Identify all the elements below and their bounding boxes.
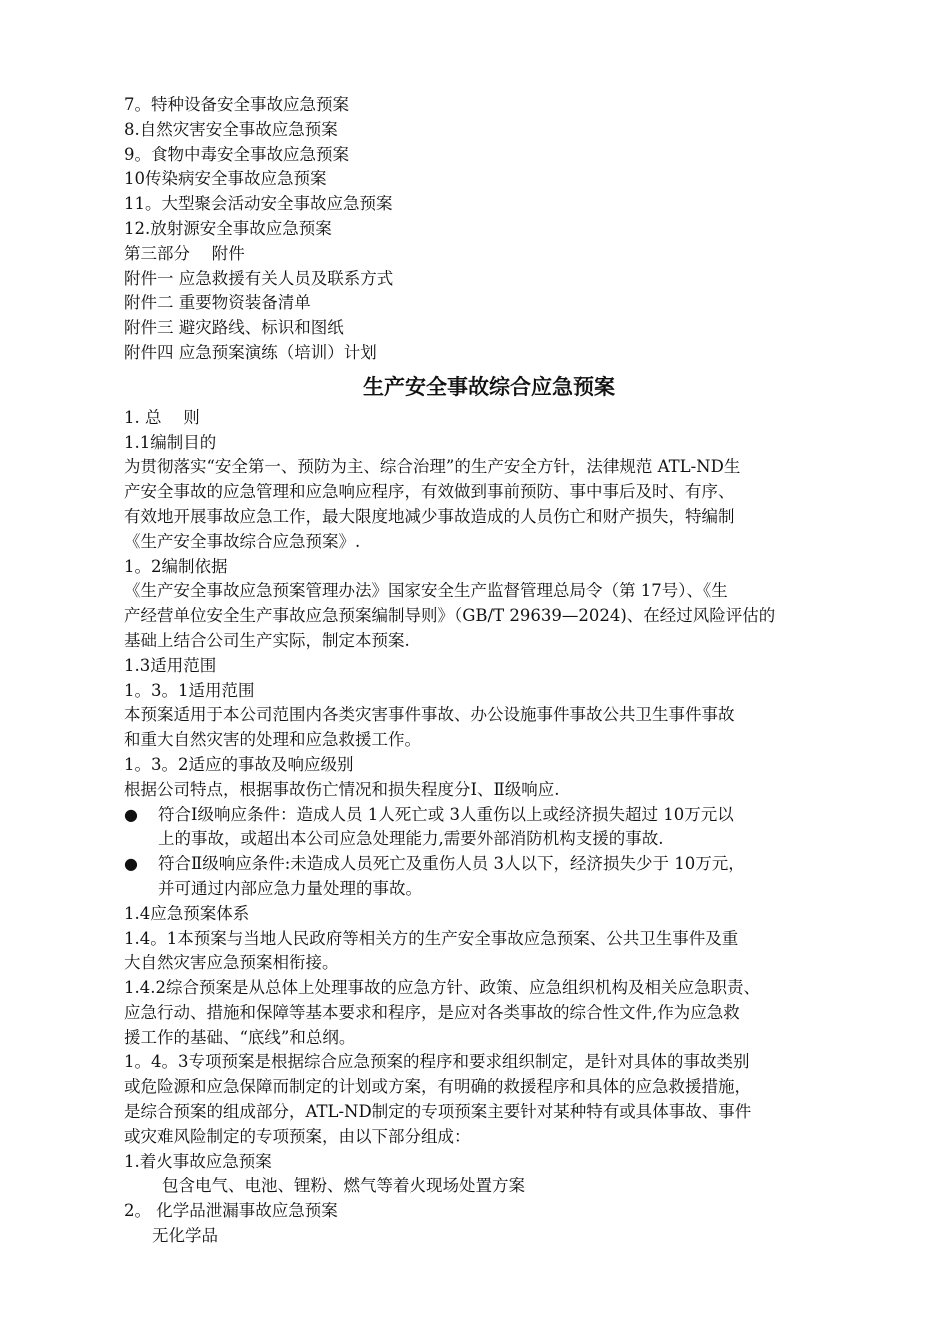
paragraph-line: 1。4。3专项预案是根据综合应急预案的程序和要求组织制定，是针对具体的事故类别 bbox=[124, 1052, 750, 1072]
paragraph-line: 1.4.2综合预案是从总体上处理事故的应急方针、政策、应急组织机构及相关应急职责、 bbox=[124, 978, 760, 998]
paragraph-line: 产经营单位安全生产事故应急预案编制导则》（GB/T 29639—2024)、在经过风险评估的 bbox=[124, 606, 776, 626]
paragraph-line: 应急行动、措施和保障等基本要求和程序，是应对各类事故的综合性文件,作为应急救 bbox=[124, 1002, 740, 1022]
paragraph-line: 产安全事故的应急管理和应急响应程序，有效做到事前预防、事中事后及时、有序、 bbox=[124, 482, 735, 502]
appendix-item: 附件四 应急预案演练（培训）计划 bbox=[124, 342, 377, 362]
list-item: 7。特种设备安全事故应急预案 bbox=[124, 95, 349, 114]
list-sub-item: 无化学品 bbox=[152, 1226, 218, 1246]
top-list bbox=[124, 93, 854, 366]
paragraph-line: 根据公司特点，根据事故伤亡情况和损失程度分Ⅰ、Ⅱ级响应. bbox=[124, 779, 560, 799]
body-section-b bbox=[124, 902, 854, 1249]
heading: 1. 总 则 bbox=[124, 407, 200, 427]
list-item: 8.自然灾害安全事故应急预案 bbox=[124, 119, 338, 139]
subheading: 1。3。1适用范围 bbox=[124, 680, 255, 700]
bullet-item bbox=[124, 803, 854, 828]
body-section-a bbox=[124, 406, 854, 803]
paragraph-line: 1.4。1本预案与当地人民政府等相关方的生产安全事故应急预案、公共卫生事件及重 bbox=[124, 928, 739, 948]
paragraph-line: 和重大自然灾害的处理和应急救援工作。 bbox=[124, 730, 421, 750]
document-content bbox=[124, 93, 854, 1249]
paragraph-line: 本预案适用于本公司范围内各类灾害事件事故、办公设施事件事故公共卫生事件事故 bbox=[124, 705, 735, 725]
bullet-text-continued: 并可通过内部应急力量处理的事故。 bbox=[158, 878, 422, 898]
subheading: 1.1编制目的 bbox=[124, 432, 217, 452]
appendix-item: 附件一 应急救援有关人员及联系方式 bbox=[124, 268, 394, 288]
subheading: 1.3适用范围 bbox=[124, 655, 217, 675]
document-title: 生产安全事故综合应急预案 bbox=[363, 374, 615, 399]
paragraph-line: 有效地开展事故应急工作，最大限度地减少事故造成的人员伤亡和财产损失，特编制 bbox=[124, 506, 735, 526]
subheading: 1。2编制依据 bbox=[124, 556, 228, 576]
bullet-item bbox=[124, 852, 854, 877]
bullet-icon: ● bbox=[124, 804, 138, 824]
paragraph-line: 援工作的基础、“底线”和总纲。 bbox=[124, 1027, 356, 1047]
paragraph-line: 大自然灾害应急预案相衔接。 bbox=[124, 953, 339, 973]
paragraph-line: 为贯彻落实“安全第一、预防为主、综合治理”的生产安全方针，法律规范 ATL-ND生 bbox=[124, 457, 741, 477]
list-item: 1.着火事故应急预案 bbox=[124, 1151, 272, 1171]
paragraph-line: 或危险源和应急保障而制定的计划或方案，有明确的救援程序和具体的应急救援措施， bbox=[124, 1077, 751, 1097]
appendix-item: 附件三 避灾路线、标识和图纸 bbox=[124, 318, 344, 338]
appendix-item: 附件二 重要物资装备清单 bbox=[124, 293, 311, 313]
list-item: 11。大型聚会活动安全事故应急预案 bbox=[124, 194, 393, 214]
list-item: 10传染病安全事故应急预案 bbox=[124, 169, 327, 189]
list-item: 9。食物中毒安全事故应急预案 bbox=[124, 144, 349, 164]
bullet-icon: ● bbox=[124, 854, 138, 874]
bullet-text: 符合Ⅱ级响应条件:未造成人员死亡及重伤人员 3人以下，经济损失少于 10万元， bbox=[158, 854, 745, 874]
bullet-text-continued: 上的事故，或超出本公司应急处理能力,需要外部消防机构支援的事故. bbox=[158, 829, 664, 849]
subheading: 1。3。2适应的事故及响应级别 bbox=[124, 754, 354, 774]
section-heading: 第三部分 附件 bbox=[124, 243, 245, 263]
paragraph-line: 《生产安全事故应急预案管理办法》国家安全生产监督管理总局令（第 17号）、《生 bbox=[124, 581, 728, 601]
paragraph-line: 或灾难风险制定的专项预案，由以下部分组成： bbox=[124, 1126, 471, 1146]
subheading: 1.4应急预案体系 bbox=[124, 903, 250, 923]
response-level-bullets bbox=[124, 803, 854, 902]
paragraph-line: 是综合预案的组成部分，ATL-ND制定的专项预案主要针对某种特有或具体事故、事件 bbox=[124, 1102, 752, 1122]
paragraph-line: 基础上结合公司生产实际，制定本预案. bbox=[124, 630, 410, 650]
list-item: 12.放射源安全事故应急预案 bbox=[124, 218, 332, 238]
list-item: 2。 化学品泄漏事故应急预案 bbox=[124, 1201, 338, 1221]
paragraph-line: 《生产安全事故综合应急预案》. bbox=[124, 531, 361, 551]
bullet-text: 符合Ⅰ级响应条件：造成人员 1人死亡或 3人重伤以上或经济损失超过 10万元以 bbox=[158, 804, 734, 824]
list-sub-item: 包含电气、电池、锂粉、燃气等着火现场处置方案 bbox=[162, 1176, 525, 1196]
